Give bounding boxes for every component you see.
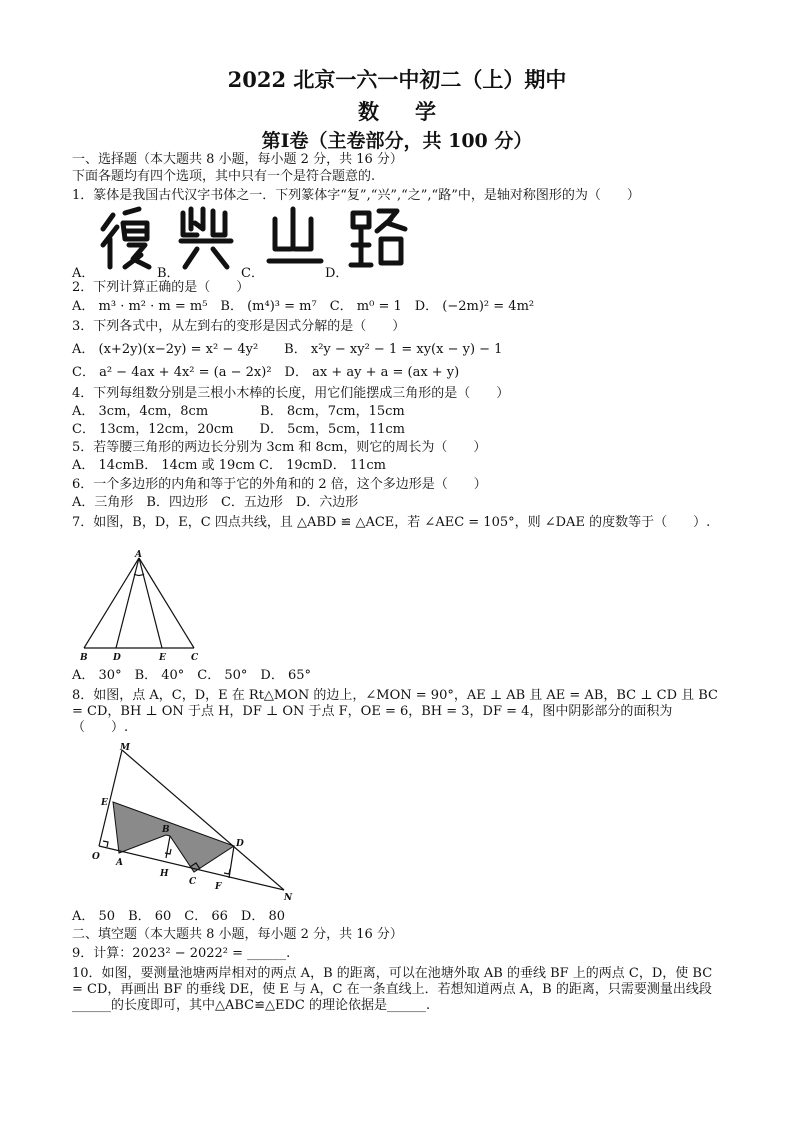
q8-label-m: M xyxy=(120,743,130,753)
q3-options-ab: A． (x+2y)(x−2y) = x² − 4y² B． x²y − xy² − 1 = xy(x − y) − 1 xyxy=(72,342,503,357)
q8-label-e: E xyxy=(101,798,108,808)
q7-segment-ac xyxy=(139,558,194,648)
q4-options-cd: C． 13cm，12cm，20cm D． 5cm，5cm，11cm xyxy=(72,422,405,437)
q8-label-n: N xyxy=(284,893,293,903)
q6-options: A．三角形 B．四边形 C．五边形 D．六边形 xyxy=(72,495,359,510)
q1-option-c: C． xyxy=(241,266,264,281)
q8-label-o: O xyxy=(92,852,100,862)
q7-label-b: B xyxy=(80,653,88,663)
q8-label-c: C xyxy=(189,877,197,887)
q8-label-a: A xyxy=(116,858,123,868)
q8-label-d: D xyxy=(236,839,244,849)
q4-options-ab: A． 3cm，4cm，8cm B． 8cm，7cm，15cm xyxy=(72,404,405,419)
q8-right-angle-f xyxy=(224,869,230,874)
q7-label-d: D xyxy=(113,653,121,663)
part1-instruction: 下面各题均有四个选项，其中只有一个是符合题意的. xyxy=(72,169,376,184)
q7-segment-ae xyxy=(139,558,162,648)
q7-label-c: C xyxy=(191,653,199,663)
q7-label-a: A xyxy=(135,550,142,560)
q8-label-f: F xyxy=(215,882,222,892)
q4-stem: 4．下列每组数分别是三根小木棒的长度，用它们能摆成三角形的是（ ） xyxy=(72,386,510,401)
q5-options: A． 14cmB． 14cm 或 19cm C． 19cmD． 11cm xyxy=(72,458,386,473)
part2-heading: 二、填空题（本大题共 8 小题，每小题 2 分，共 16 分） xyxy=(72,927,403,942)
q8-stem: 8．如图，点 A，C，D，E 在 Rt△MON 的边上，∠MON = 90°，AE ⊥ AB 且 AE = AB，BC ⊥ CD 且 BC = CD，BH ⊥ ON 于点 H，DF ⊥ ON 于点 F，OE = 6，BH = 3，DF = 4，图中阴影部分的面积为（ ）. xyxy=(72,688,718,735)
part1-heading: 一、选择题（本大题共 8 小题，每小题 2 分，共 16 分） xyxy=(72,152,403,167)
q1-option-d: D． xyxy=(325,266,349,281)
q8-label-b: B xyxy=(162,825,170,835)
q7-angle-mark xyxy=(134,574,144,576)
q1-option-b: B． xyxy=(157,266,180,281)
q7-segment-ad xyxy=(116,558,139,648)
q3-options-cd: C． a² − 4ax + 4x² = (a − 2x)² D． ax + ay + a = (ax + y) xyxy=(72,365,460,380)
q8-label-h: H xyxy=(160,869,169,879)
q2-options: A． m³ · m² · m = m⁵ B． (m⁴)³ = m⁷ C． m⁰ = 1 D． (−2m)² = 4m² xyxy=(72,299,535,314)
seal-char-zhi xyxy=(269,209,321,261)
section-title: 第Ⅰ卷（主卷部分，共 100 分） xyxy=(261,130,533,152)
q8-options: A． 50 B． 60 C． 66 D． 80 xyxy=(72,909,286,924)
q1-option-a: A． xyxy=(72,266,95,281)
q8-shaded-region xyxy=(113,802,234,872)
q9-stem: 9．计算：2023² − 2022² = ______. xyxy=(72,946,291,961)
seal-char-xing xyxy=(181,209,231,267)
q8-segment-bh xyxy=(166,836,170,858)
exam-title: 2022 北京一六一中初二（上）期中 xyxy=(227,67,567,92)
q5-stem: 5．若等腰三角形的两边长分别为 3cm 和 8cm，则它的周长为（ ） xyxy=(72,440,487,455)
seal-char-fu xyxy=(103,209,149,267)
q10-stem: 10．如图，要测量池塘两岸相对的两点 A，B 的距离，可以在池塘外取 AB 的垂线 BF 上的两点 C，D，使 BC = CD，再画出 BF 的垂线 DE，使 E 与 A，C 在一条直线上．若想知道两点 A，B 的距离，只需要测量出线段______的长度即可，其中△ABC≌△EDC 的理论依据是______. xyxy=(72,966,713,1013)
q7-options: A． 30° B． 40° C． 50° D． 65° xyxy=(72,668,312,683)
subject-title: 数学 xyxy=(358,99,472,124)
q7-figure xyxy=(80,550,210,665)
q2-stem: 2．下列计算正确的是（ ） xyxy=(72,280,250,295)
q6-stem: 6．一个多边形的内角和等于它的外角和的 2 倍，这个多边形是（ ） xyxy=(72,477,487,492)
q7-label-e: E xyxy=(159,653,166,663)
q8-right-angle-o xyxy=(103,841,108,847)
q8-figure xyxy=(86,742,296,904)
q7-stem: 7．如图，B，D，E，C 四点共线，且 △ABD ≌ △ACE，若 ∠AEC = 105°，则 ∠DAE 的度数等于（ ）. xyxy=(72,515,711,530)
seal-char-lu xyxy=(351,211,405,265)
q3-stem: 3．下列各式中，从左到右的变形是因式分解的是（ ） xyxy=(72,319,406,334)
q7-segment-ab xyxy=(84,558,139,648)
q1-stem: 1．篆体是我国古代汉字书体之一．下列篆体字“复”,“兴”,“之”,“路”中，是轴对称图形的为（ ） xyxy=(72,188,640,203)
